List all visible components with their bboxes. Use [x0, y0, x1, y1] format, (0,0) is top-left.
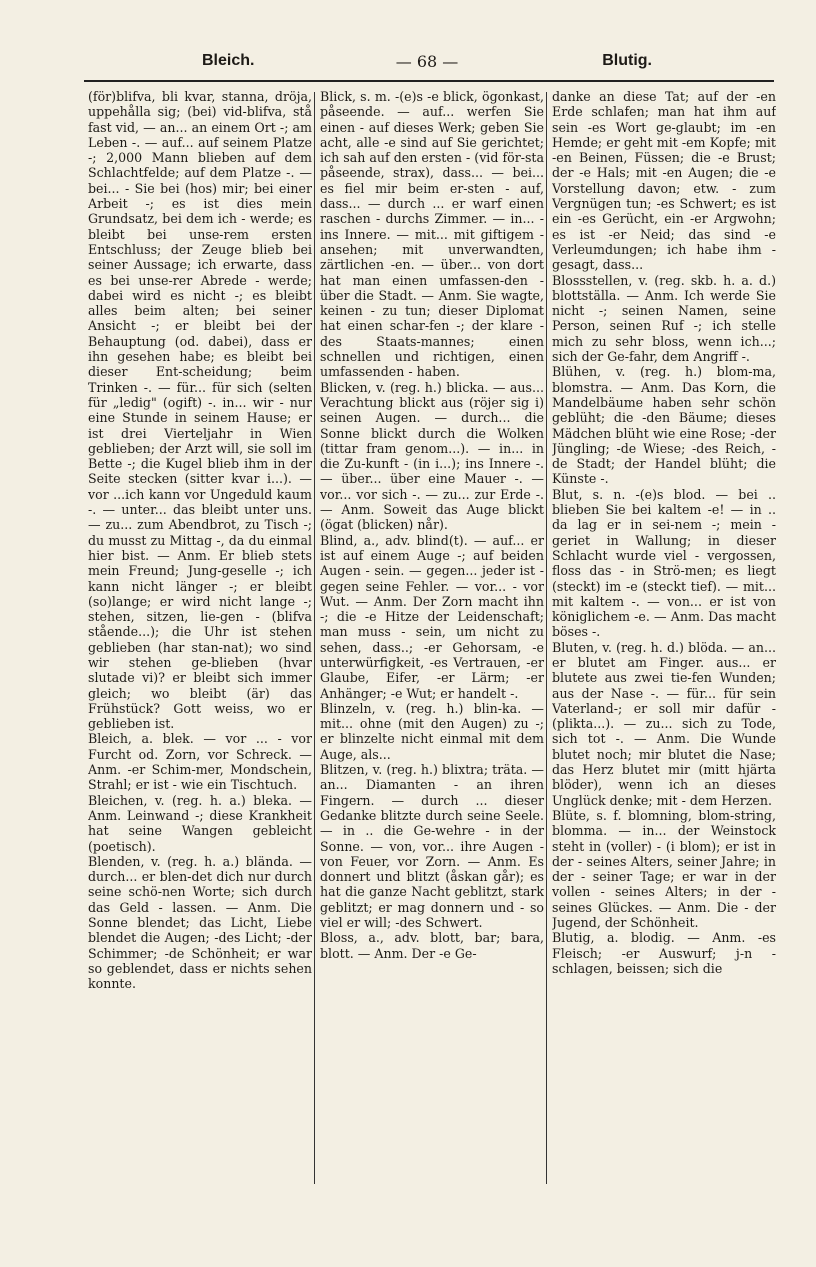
entry-paragraph: Blind, a., adv. blind(t). — auf... er ist auf einem Auge -; auf beiden Augen - sein. — gegen... jeder ist - gegen seine Fehler. — vor... - vor Wut. — Anm. Der Zorn macht ihn -; die -e Hitze der Leidenschaft; man muss - sein, um nicht zu sehen, dass..; -er Gehorsam, -e unterwürfigkeit, -es Vertrauen, -er Glaube, Eifer, -er Lärm; -er Anhänger; -e Wut; er handelt -.	[320, 532, 544, 701]
entry-paragraph: Bleichen, v. (reg. h. a.) bleka. — Anm. Leinwand -; diese Krankheit hat seine Wangen gebleicht (poetisch).	[88, 792, 312, 854]
entry-paragraph: Blenden, v. (reg. h. a.) blända. — durch... er blen-det dich nur durch seine schö-nen Worte; sich durch das Geld - lassen. — Anm. Die Sonne blendet; das Licht, Liebe blendet die Augen; -des Licht; -der Schimmer; -de Schönheit; er war so geblendet, dass er nichts sehen konnte.	[88, 853, 312, 992]
entry-paragraph: Bloss, a., adv. blott, bar; bara, blott. — Anm. Der -e Ge-	[320, 930, 544, 961]
entry-paragraph: Blick, s. m. -(e)s -e blick, ögonkast, påseende. — auf... werfen Sie einen - auf dieses Werk; geben Sie acht, alle -e sind auf Sie gerichtet; ich sah auf den ersten - (vid för-sta påseende, strax), dass... — bei... es fiel mir beim er-sten - auf, dass... — durch ... er warf einen raschen - durchs Zimmer. — in... - ins Innere. — mit... mit giftigem - ansehen; mit unverwandten, zärtlichen -en. — über... von dort hat man einen umfassen-den - über die Stadt. — Anm. Sie wagte, keinen - zu tun; dieser Diplomat hat einen schar-fen -; der klare - des Staats-mannes; einen schnellen und richtigen, einen umfassenden - haben.	[320, 89, 544, 380]
column-middle	[320, 89, 544, 1189]
column-right	[552, 89, 776, 1189]
entry-paragraph: Blinzeln, v. (reg. h.) blin-ka. — mit... ohne (mit den Augen) zu -; er blinzelte nicht einmal mit dem Auge, als...	[320, 700, 544, 762]
column-divider	[314, 92, 315, 1184]
page-header	[82, 52, 772, 76]
header-first-entry: Bleich.	[202, 52, 255, 69]
entry-paragraph: danke an diese Tat; auf der -en Erde schlafen; man hat ihm auf sein -es Wort ge-glaubt; im -en Hemde; er geht mit -em Kopfe; mit -en Beinen, Füssen; die -e Brust; der -e Hals; mit -en Augen; die -e Vorstellung davon; etw. - zum Vergnügen tun; -es Schwert; es ist ein -es Gerücht, ein -er Argwohn; es ist -er Neid; das sind -e Verleumdungen; ich habe ihm - gesagt, dass...	[552, 89, 776, 273]
column-left	[88, 89, 312, 1189]
entry-paragraph: Blut, s. n. -(e)s blod. — bei .. blieben Sie bei kaltem -e! — in .. da lag er in sei-nem -; mein - geriet in Wallung; in dieser Schlacht wurde viel - vergossen, floss das - in Strö-men; es liegt (steckt) im -e (steckt tief). — mit... mit kaltem -. — von... er ist von königlichem -e. — Anm. Das macht böses -.	[552, 486, 776, 640]
entry-paragraph: Blühen, v. (reg. h.) blom-ma, blomstra. — Anm. Das Korn, die Mandelbäume haben sehr schön geblüht; die -den Bäume; dieses Mädchen blüht wie eine Rose; -der Jüngling; -de Wiese; -des Reich, -de Stadt; der Handel blüht; die Künste -.	[552, 364, 776, 487]
column-divider	[546, 92, 547, 1184]
header-last-entry: Blutig.	[602, 52, 652, 69]
page-number: — 68 —	[395, 52, 459, 71]
entry-paragraph: Blicken, v. (reg. h.) blicka. — aus... Verachtung blickt aus (röjer sig i) seinen Augen. — durch... die Sonne blickt durch die Wolken (tittar fram genom...). — in... in die Zu-kunft - (in i...); ins Innere -. — über... über eine Mauer -. — vor... vor sich -. — zu... zur Erde -. — Anm. Soweit das Auge blickt (ögat (blicken) når).	[320, 379, 544, 533]
entry-paragraph: Blossstellen, v. (reg. skb. h. a. d.) blottställa. — Anm. Ich werde Sie nicht -; seinen Namen, seine Person, seinen Ruf -; ich stelle mich zu sehr bloss, wenn ich...; sich der Ge-fahr, dem Angriff -.	[552, 272, 776, 365]
entry-paragraph: Blüte, s. f. blomning, blom-string, blomma. — in... der Weinstock steht in (voller) - (i blom); er ist in der - seines Alters, seiner Jahre; in der - seiner Tage; er war in der vollen - seines Alters; in der - seines Glückes. — Anm. Die - der Jugend, der Schönheit.	[552, 807, 776, 931]
entry-paragraph: Bleich, a. blek. — vor ... - vor Furcht od. Zorn, vor Schreck. — Anm. -er Schim-mer, Mondschein, Strahl; er ist - wie ein Tischtuch.	[88, 731, 312, 793]
entry-paragraph: (för)blifva, bli kvar, stanna, dröja, uppehålla sig; (bei) vid-blifva, stå fast vid, — an... an einem Ort -; am Leben -. — auf... auf seinem Platze -; 2,000 Mann blieben auf dem Schlachtfelde; auf dem Platze -. — bei... - Sie bei (hos) mir; bei einer Arbeit -; es ist dies mein Grundsatz, bei dem ich - werde; es bleibt bei unse-rem ersten Entschluss; der Zeuge blieb bei seiner Aussage; ich erwarte, dass es bei unse-rer Abrede - werde; dabei wird es nicht -; es bleibt alles beim alten; bei seiner Ansicht -; er bleibt bei der Behauptung (od. dabei), dass er ihn gesehen habe; es bleibt bei dieser Ent-scheidung; beim Trinken -. — für... für sich (selten für „ledig" (ogift) -. in... wir - nur eine Stunde in seinem Hause; er ist drei Vierteljahr in Wien geblieben; der Arzt will, sie soll im Bette -; die Kugel blieb ihm in der Seite stecken (sitter kvar i...). — vor ...ich kann vor Ungeduld kaum -. — unter... das bleibt unter uns. — zu... zum Abendbrot, zu Tisch -; du musst zu Mittag -, da du einmal hier bist. — Anm. Er blieb stets mein Freund; Jung-geselle -; ich kann nicht länger -; er bleibt (so)lange; er wird nicht lange -; stehen, sitzen, lie-gen - (blifva stående...); die Uhr ist stehen geblieben (har stan-nat); wo sind wir stehen ge-blieben (hvar slutade vi)? er bleibt sich immer gleich; wo bleibt (är) das Frühstück? Gott weiss, wo er geblieben ist.	[88, 89, 312, 732]
entry-paragraph: Bluten, v. (reg. h. d.) blöda. — an... er blutet am Finger. aus... er blutete aus zwei tie-fen Wunden; aus der Nase -. — für... für sein Vaterland-; er soll mir dafür - (plikta...). — zu... sich zu Tode, sich tot -. — Anm. Die Wunde blutet noch; mir blutet die Nase; das Herz blutet mir (mitt hjärta blöder), wenn ich an dieses Unglück denke; mit - dem Herzen.	[552, 639, 776, 808]
entry-paragraph: Blitzen, v. (reg. h.) blixtra; träta. — an... Diamanten - an ihren Fingern. — durch ... dieser Gedanke blitzte durch seine Seele. — in .. die Ge-wehre - in der Sonne. — von, vor... ihre Augen - von Feuer, vor Zorn. — Anm. Es donnert und blitzt (åskan går); es hat die ganze Nacht geblitzt, stark geblitzt; er mag donnern und - so viel er will; -des Schwert.	[320, 762, 544, 931]
header-rule	[84, 80, 774, 82]
entry-paragraph: Blutig, a. blodig. — Anm. -es Fleisch; -er Auswurf; j-n - schlagen, beissen; sich die	[552, 930, 776, 976]
